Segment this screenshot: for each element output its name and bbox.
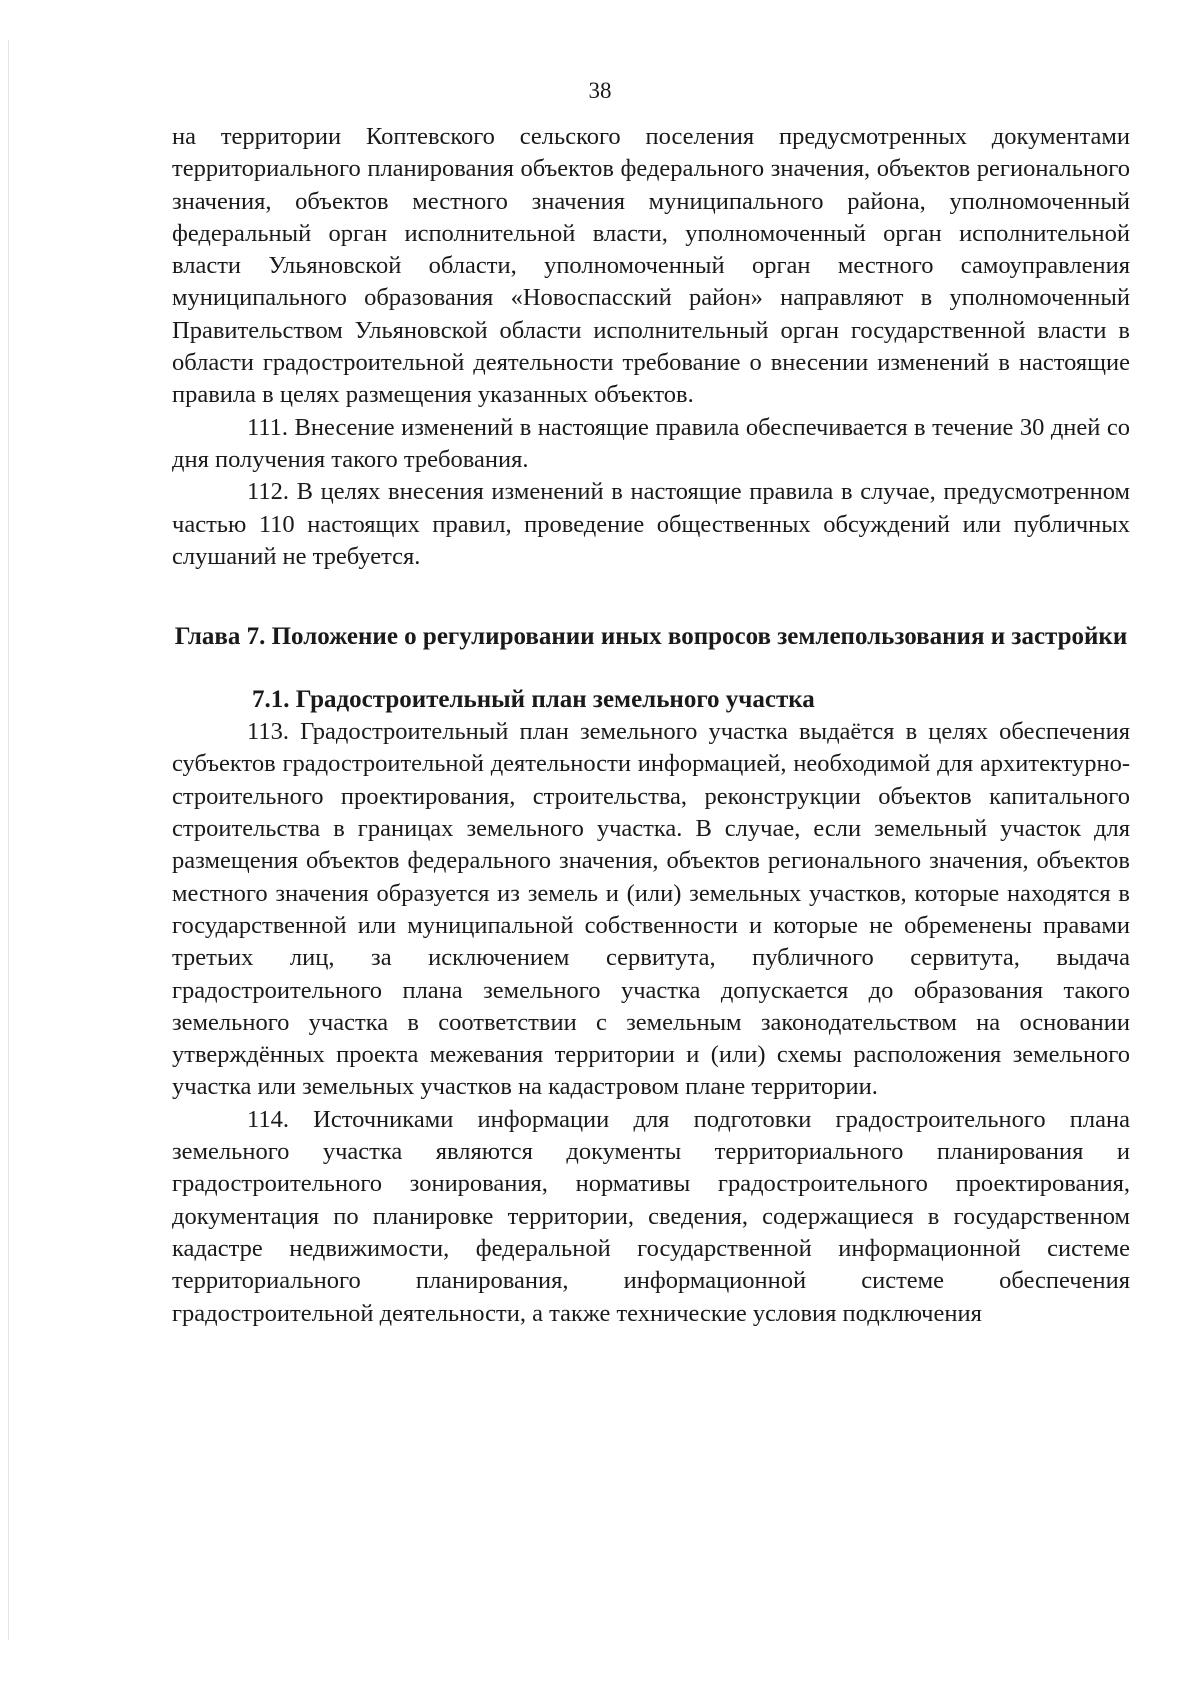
paragraph-113: 113. Градостроительный план земельного участка выдаётся в целях обеспечения субъектов градостроительной деятельности информацией, необходимой для архитектурно-строительного проектирования, строительства, реконструкции объектов капитального строительства в границах земельного участка. В случае, если земельный участок для размещения объектов федерального значения, объектов регионального значения, объектов местного значения образуется из земель и (или) земельных участков, которые находятся в государственной или муниципальной собственности и которые не обременены правами третьих лиц, за исключением сервитута, публичного сервитута, выдача градостроительного плана земельного участка допускается до образования такого земельного участка в соответствии с земельным законодательством на основании утверждённых проекта межевания территории и (или) схемы расположения земельного участка или земельных участков на кадастровом плане территории. [172, 718, 1130, 1101]
page-number: 38 [588, 78, 612, 103]
paragraph-111: 111. Внесение изменений в настоящие правила обеспечивается в течение 30 дней со дня получения такого требования. [172, 413, 1130, 473]
paragraph-110-continuation: на территории Коптевского сельского поселения предусмотренных документами территориального планирования объектов федерального значения, объектов регионального значения, объектов местного значения муниципального района, уполномоченный федеральный орган исполнительной власти, уполномоченный орган исполнительной власти Ульяновской области, уполномоченный орган местного самоуправления муниципального образования «Новоспасский район» направляют в уполномоченный Правительством Ульяновской области исполнительный орган государственной власти в области градостроительной деятельности требование о внесении изменений в настоящие правила в целях размещения указанных объектов. [172, 123, 1130, 409]
section-heading: 7.1. Градостроительный план земельного участка [252, 686, 815, 714]
paragraph-114: 114. Источниками информации для подготовки градостроительного плана земельного участка являются документы территориального планирования и градостроительного зонирования, нормативы градостроительного проектирования, документация по планировке территории, сведения, содержащиеся в государственном кадастре недвижимости, федеральной государственной информационной системе территориального планирования, информационной системе обеспечения градостроительной деятельности, а также технические условия подключения [172, 1105, 1130, 1327]
paragraph-112: 112. В целях внесения изменений в настоящие правила в случае, предусмотренном частью 110 настоящих правил, проведение общественных обсуждений или публичных слушаний не требуется. [172, 478, 1130, 570]
scan-edge [8, 40, 9, 1640]
chapter-heading: Глава 7. Положение о регулировании иных вопросов землепользования и застройки [174, 623, 1128, 651]
document-body [172, 121, 1130, 1330]
